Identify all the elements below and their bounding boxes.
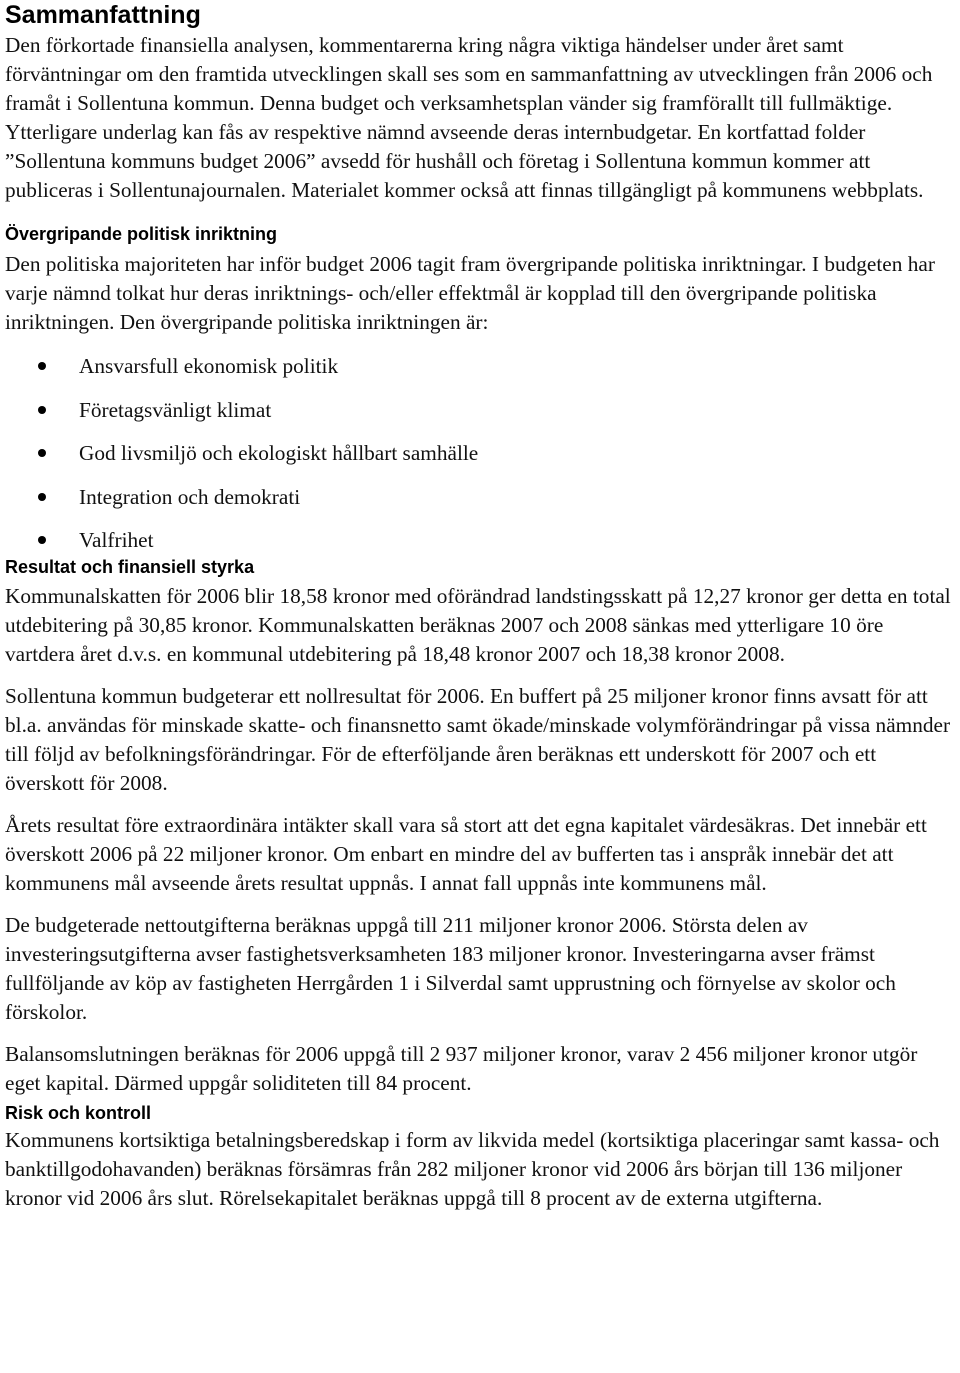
resultat-paragraph: Årets resultat före extraordinära intäkter skall vara så stort att det egna kapitalet värdesäkras. Det innebär ett överskott 2006 på 22 miljoner kronor. Om enbart en mindre del av bufferten tas i anspråk innebär det att kommunens mål avseende årets resultat uppnås. I annat fall uppnås inte kommunens mål. [5, 812, 927, 895]
list-item [5, 483, 957, 527]
bullet-icon [38, 406, 46, 414]
list-item [5, 352, 957, 396]
section-heading-risk: Risk och kontroll [5, 1102, 152, 1123]
list-item-text: God livsmiljö och ekologiskt hållbart samhälle [79, 441, 479, 465]
list-item [5, 396, 957, 440]
list-item-text: Valfrihet [79, 528, 154, 552]
section-heading-overgripande: Övergripande politisk inriktning [5, 224, 278, 244]
summary-paragraph: Den förkortade finansiella analysen, kommentarerna kring några viktiga händelser under året samt förväntningar om den framtida utvecklingen skall ses som en sammanfattning av utvecklingen från 2006 och framåt i Sollentuna kommun. Denna budget och verksamhetsplan vänder sig framförallt till fullmäktige. Ytterligare underlag kan fås av respektive nämnd avseende deras internbudgetar. En kortfattad folder ”Sollentuna kommuns budget 2006” avsedd för hushåll och företag i Sollentuna kommun kommer att publiceras i Sollentunajournalen. Materialet kommer också att finnas tillgängligt på kommunens webbplats. [5, 33, 933, 202]
resultat-paragraph: Kommunalskatten för 2006 blir 18,58 kronor med oförändrad landstingsskatt på 12,27 kronor ger detta en total utdebitering på 30,85 kronor. Kommunalskatten beräknas 2007 och 2008 sänkas med ytterligare 10 öre vartdera året d.v.s. en kommunal utdebitering på 18,48 kronor 2007 och 18,38 kronor 2008. [5, 583, 951, 666]
overgripande-paragraph: Den politiska majoriteten har inför budget 2006 tagit fram övergripande politiska inriktningar. I budgeten har varje nämnd tolkat hur deras inriktnings- och/eller effektmål är kopplad till den övergripande politiska inriktningen. Den övergripande politiska inriktningen är: [5, 252, 935, 334]
list-item [5, 526, 957, 570]
resultat-paragraph: De budgeterade nettoutgifterna beräknas uppgå till 211 miljoner kronor 2006. Största delen av investeringsutgifterna avser fastighetsverksamheten 183 miljoner kronor. Investeringarna avser främst fullföljande av köp av fastigheten Herrgården 1 i Silverdal samt upprustning och förnyelse av skolor och förskolor. [5, 912, 896, 1024]
resultat-paragraph: Sollentuna kommun budgeterar ett nollresultat för 2006. En buffert på 25 miljoner kronor finns avsatt för att bl.a. användas för minskade skatte- och finansnetto samt ökade/minskade volymförändringar på vissa nämnder till följd av befolkningsförändringar. För de efterföljande åren beräknas ett underskott för 2007 och ett överskott för 2008. [5, 683, 951, 795]
bullet-list [5, 352, 957, 570]
resultat-paragraph: Balansomslutningen beräknas för 2006 uppgå till 2 937 miljoner kronor, varav 2 456 miljoner kronor utgör eget kapital. Därmed uppgår soliditeten till 84 procent. [5, 1041, 918, 1095]
page-title: Sammanfattning [5, 1, 201, 29]
document-page [5, 0, 957, 1213]
bullet-icon [38, 493, 46, 501]
bullet-icon [38, 449, 46, 457]
bullet-icon [38, 536, 46, 544]
list-item-text: Integration och demokrati [79, 484, 301, 509]
list-item [5, 439, 957, 483]
list-item-text: Företagsvänligt klimat [79, 397, 272, 422]
risk-paragraph: Kommunens kortsiktiga betalningsberedskap i form av likvida medel (kortsiktiga placeringar samt kassa- och banktillgodohavanden) beräknas försämras från 282 miljoner kronor vid 2006 års början till 136 miljoner kronor vid 2006 års slut. Rörelsekapitalet beräknas uppgå till 8 procent av de externa utgifterna. [5, 1127, 940, 1210]
list-item-text: Ansvarsfull ekonomisk politik [79, 354, 339, 378]
bullet-icon [38, 362, 46, 370]
section-heading-resultat: Resultat och finansiell styrka [5, 556, 255, 577]
